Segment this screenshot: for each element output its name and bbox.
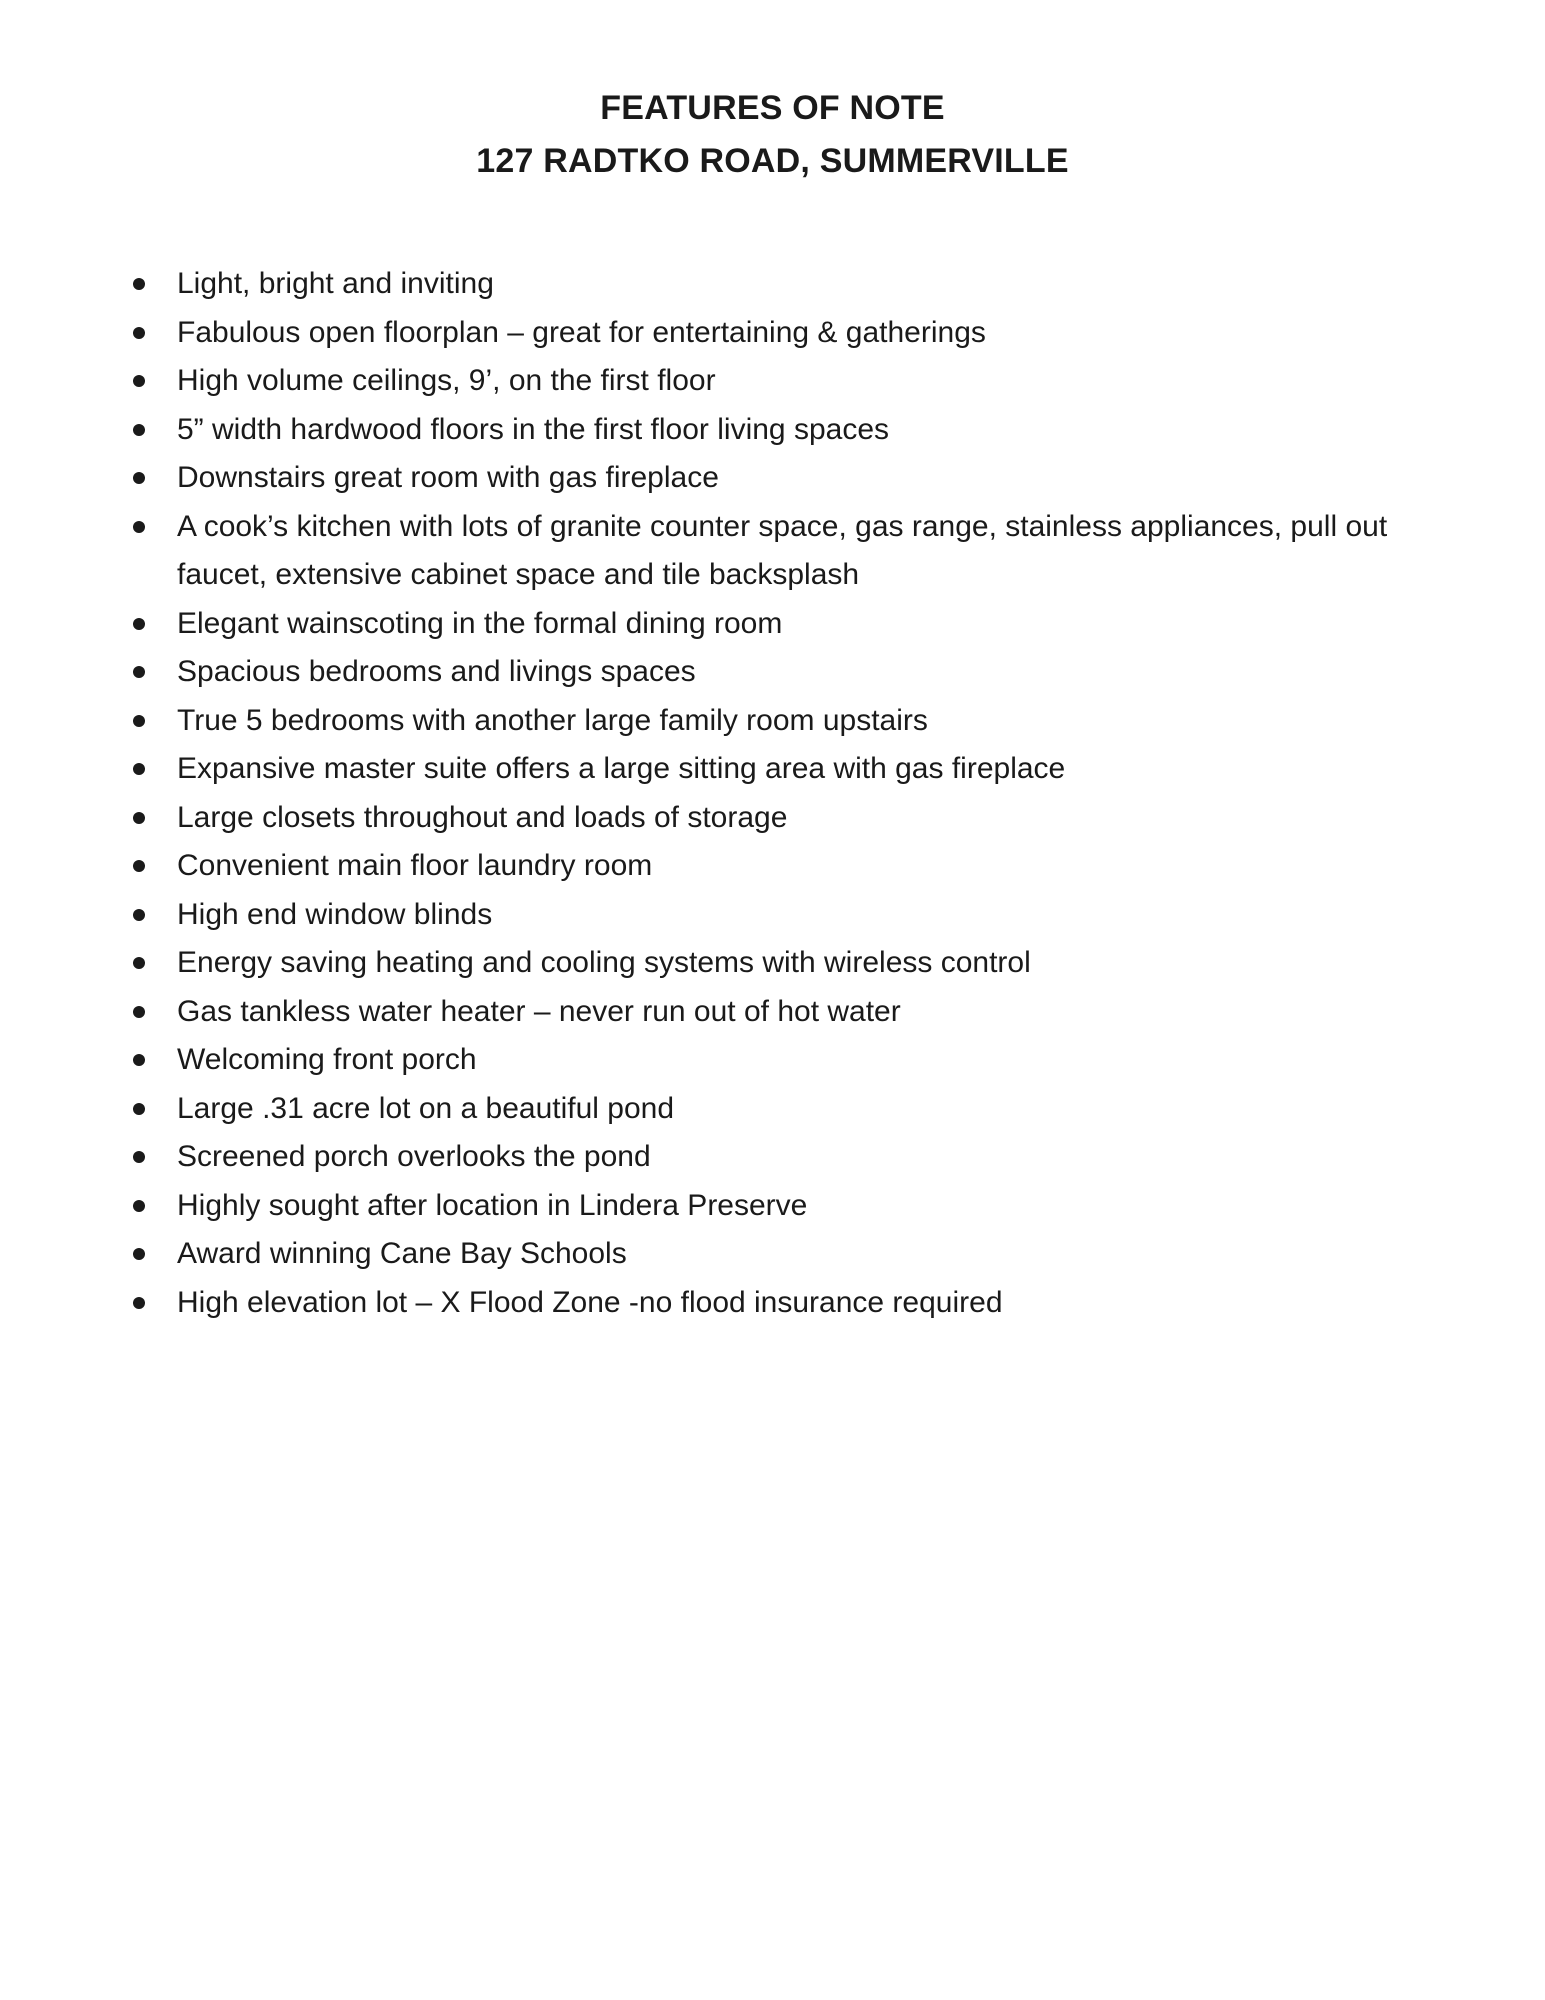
bullet-icon: [133, 618, 145, 630]
feature-text: Gas tankless water heater – never run out of hot water: [177, 994, 901, 1028]
feature-item: [0, 1182, 1545, 1231]
bullet-icon: [133, 957, 145, 969]
feature-item: [0, 1133, 1545, 1182]
bullet-icon: [133, 763, 145, 775]
bullet-icon: [133, 327, 145, 339]
feature-text: Convenient main floor laundry room: [177, 849, 653, 882]
feature-item: [0, 697, 1545, 746]
bullet-icon: [133, 1200, 145, 1212]
bullet-icon: [133, 278, 145, 290]
bullet-icon: [133, 472, 145, 484]
feature-item: [0, 842, 1545, 891]
feature-item: [0, 939, 1545, 988]
features-list: [0, 260, 1545, 1327]
feature-item: [0, 600, 1545, 649]
feature-text: A cook’s kitchen with lots of granite counter space, gas range, stainless appliances, pull out faucet, extensive cabinet space and tile backsplash: [177, 509, 1388, 591]
feature-item: [0, 503, 1545, 600]
bullet-icon: [133, 424, 145, 436]
feature-item: [0, 745, 1545, 794]
bullet-icon: [133, 1103, 145, 1115]
feature-item: [0, 1085, 1545, 1134]
feature-item: [0, 454, 1545, 503]
bullet-icon: [133, 860, 145, 872]
feature-text: Light, bright and inviting: [177, 267, 494, 300]
document-title: FEATURES OF NOTE: [600, 89, 945, 127]
feature-text: Spacious bedrooms and livings spaces: [177, 655, 696, 688]
document-header: [0, 82, 1545, 188]
feature-text: Fabulous open floorplan – great for entertaining & gatherings: [177, 315, 986, 349]
bullet-icon: [133, 1151, 145, 1163]
feature-item: [0, 1230, 1545, 1279]
bullet-icon: [133, 1297, 145, 1309]
feature-text: Screened porch overlooks the pond: [177, 1140, 651, 1173]
bullet-icon: [133, 715, 145, 727]
bullet-icon: [133, 375, 145, 387]
feature-text: Energy saving heating and cooling systems with wireless control: [177, 946, 1031, 979]
feature-text: High volume ceilings, 9’, on the first floor: [177, 364, 716, 397]
bullet-icon: [133, 1248, 145, 1260]
feature-item: [0, 794, 1545, 843]
feature-item: [0, 260, 1545, 309]
feature-text: 5” width hardwood floors in the first floor living spaces: [177, 412, 890, 446]
feature-text: Award winning Cane Bay Schools: [177, 1237, 627, 1270]
bullet-icon: [133, 1054, 145, 1066]
feature-text: True 5 bedrooms with another large family room upstairs: [177, 703, 928, 737]
bullet-icon: [133, 812, 145, 824]
feature-text: Highly sought after location in Lindera Preserve: [177, 1188, 808, 1222]
property-address: 127 RADTKO ROAD, SUMMERVILLE: [476, 142, 1069, 180]
feature-item: [0, 406, 1545, 455]
feature-text: High end window blinds: [177, 897, 493, 931]
feature-text: Expansive master suite offers a large sitting area with gas fireplace: [177, 752, 1066, 785]
feature-item: [0, 357, 1545, 406]
feature-text: Large closets throughout and loads of storage: [177, 800, 788, 834]
feature-item: [0, 1036, 1545, 1085]
feature-item: [0, 309, 1545, 358]
bullet-icon: [133, 666, 145, 678]
feature-item: [0, 988, 1545, 1037]
bullet-icon: [133, 521, 145, 533]
feature-text: High elevation lot – X Flood Zone -no flood insurance required: [177, 1285, 1003, 1319]
feature-text: Large .31 acre lot on a beautiful pond: [177, 1091, 675, 1125]
feature-item: [0, 891, 1545, 940]
feature-item: [0, 1279, 1545, 1328]
feature-text: Welcoming front porch: [177, 1043, 477, 1076]
feature-text: Elegant wainscoting in the formal dining room: [177, 606, 783, 640]
bullet-icon: [133, 909, 145, 921]
bullet-icon: [133, 1006, 145, 1018]
feature-text: Downstairs great room with gas fireplace: [177, 461, 719, 494]
feature-item: [0, 648, 1545, 697]
